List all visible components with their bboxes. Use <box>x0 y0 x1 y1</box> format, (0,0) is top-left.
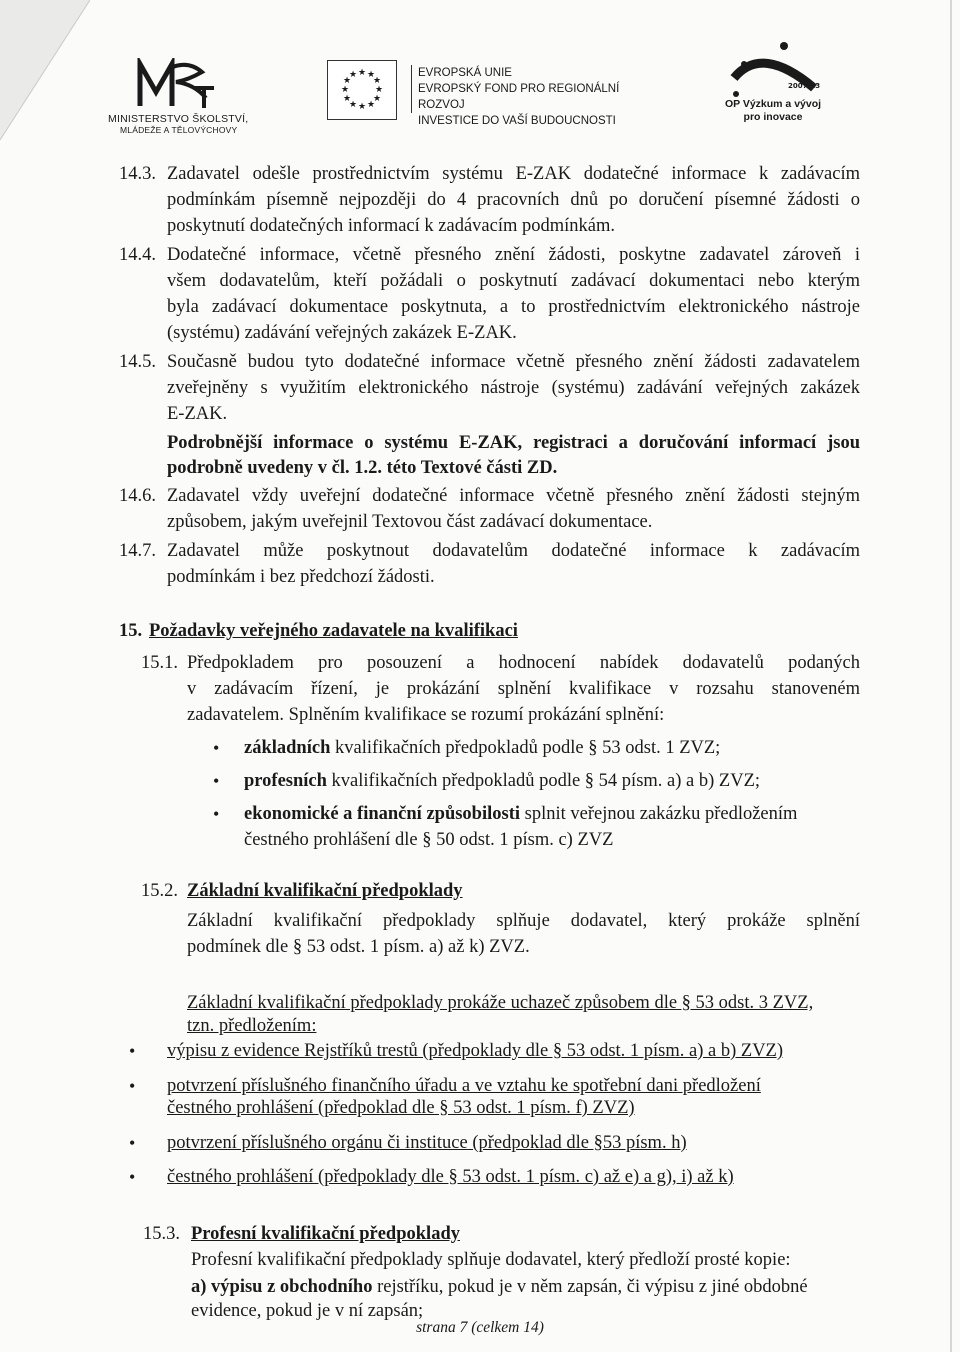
svg-text:★: ★ <box>342 76 352 86</box>
list-item: čestného prohlášení (předpoklady dle § 53 odst. 1 písm. c) až e) a g), i) až k) <box>167 1167 734 1187</box>
list-item-bold: ekonomické a finanční způsobilosti <box>244 804 521 824</box>
section-number: 15.2. <box>141 881 178 901</box>
svg-text:★: ★ <box>366 70 376 80</box>
section-number: 15.3. <box>143 1224 180 1244</box>
eu-flag-icon <box>327 60 397 120</box>
eu-logo-block <box>327 60 627 127</box>
page-footer: strana 7 (celkem 14) <box>416 1319 544 1336</box>
list-item <box>244 770 760 792</box>
paragraph-line: způsobem, jakým uveřejnil Textovou část zadávací dokumentace. <box>167 512 653 532</box>
bold-note-line: podrobně uvedeny v čl. 1.2. této Textové části ZD. <box>167 458 558 478</box>
list-item-bold: profesních <box>244 771 327 791</box>
svg-text:★: ★ <box>348 100 358 110</box>
subsection-heading: Profesní kvalifikační předpoklady <box>191 1224 460 1244</box>
paragraph-line: Předpokladem pro posouzení a hodnocení nabídek dodavatelů podaných <box>187 653 860 673</box>
bullet-icon: • <box>129 1133 136 1153</box>
section-heading: Požadavky veřejného zadavatele na kvalifikaci <box>149 621 518 641</box>
section-number: 14.7. <box>119 541 156 561</box>
underlined-line: tzn. předložením: <box>187 1016 317 1036</box>
msmt-name-line1: MINISTERSTVO ŠKOLSTVÍ, <box>108 113 249 125</box>
paragraph-line: zveřejněny s využitím elektronického nástroje (systému) zadávání veřejných zakázek <box>167 378 860 398</box>
paragraph-text: rejstříku, pokud je v něm zapsán, či výpisu z jiné obdobné <box>372 1277 808 1297</box>
paragraph-line: zadavatelem. Splněním kvalifikace se rozumí prokázání splnění: <box>187 705 665 725</box>
bullet-icon: • <box>213 738 220 758</box>
op-years: 2007-13 <box>788 82 821 90</box>
paragraph-line: podmínkám i bez předchozí žádosti. <box>167 567 435 587</box>
eu-line-2: EVROPSKÝ FOND PRO REGIONÁLNÍ ROZVOJ <box>418 83 620 111</box>
svg-text:★: ★ <box>372 76 382 86</box>
list-item <box>244 737 720 759</box>
paragraph-line: Současně budou tyto dodatečné informace včetně přesného znění žádosti zadavatelem <box>167 352 860 372</box>
scan-corner-fold <box>0 0 90 140</box>
eu-line-1: EVROPSKÁ UNIE <box>418 67 512 79</box>
paragraph-line: E-ZAK. <box>167 404 228 424</box>
msmt-logo-mark <box>136 58 216 110</box>
svg-text:★: ★ <box>372 94 382 104</box>
bullet-icon: • <box>213 771 220 791</box>
bullet-icon: • <box>213 804 220 824</box>
section-number: 15. <box>119 621 143 641</box>
op-line-2: pro inovace <box>743 111 803 123</box>
scan-edge <box>950 0 952 1352</box>
bullet-icon: • <box>129 1167 136 1187</box>
paragraph-line: Základní kvalifikační předpoklady splňuje dodavatel, který prokáže splnění <box>187 911 860 931</box>
list-item <box>244 803 797 825</box>
section-number: 15.1. <box>141 653 178 673</box>
paragraph-line <box>191 1276 808 1298</box>
bullet-icon: • <box>129 1076 136 1096</box>
msmt-logo <box>108 58 258 138</box>
op-line-1: OP Výzkum a vývoj <box>724 98 822 110</box>
section-number: 14.3. <box>119 164 156 184</box>
svg-text:★: ★ <box>340 85 350 95</box>
list-item-continuation: čestného prohlášení (předpoklad dle § 53 odst. 1 písm. f) ZVZ) <box>167 1098 635 1118</box>
paragraph-line: evidence, pokud je v ní zapsán; <box>191 1301 424 1321</box>
paragraph-line: podmínek dle § 53 odst. 1 písm. a) až k) ZVZ. <box>187 937 530 957</box>
svg-text:★: ★ <box>348 70 358 80</box>
paragraph-line: poskytnutí dodatečných informací k zadávacím podmínkám. <box>167 216 615 236</box>
paragraph-line: (systému) zadávání veřejných zakázek E-ZAK. <box>167 323 517 343</box>
list-item-bold: základních <box>244 738 331 758</box>
paragraph-line: v zadávacím řízení, je prokázání splnění kvalifikace v rozsahu stanoveném <box>187 679 860 699</box>
paragraph-line: Zadavatel může poskytnout dodavatelům dodatečné informace k zadávacím <box>167 541 860 561</box>
paragraph-bold: a) výpisu z obchodního <box>191 1277 373 1297</box>
list-item-text: kvalifikačních předpokladů podle § 53 odst. 1 ZVZ; <box>330 738 721 758</box>
bold-note-line: Podrobnější informace o systému E-ZAK, registraci a doručování informací jsou <box>167 433 860 453</box>
section-number: 14.5. <box>119 352 156 372</box>
paragraph-line: Dodatečné informace, včetně přesného znění žádosti, poskytne zadavatel zároveň i <box>167 245 860 265</box>
section-number: 14.4. <box>119 245 156 265</box>
paragraph-line: podmínkám písemně nejpozději do 4 pracovních dnů po doručení písemné žádosti o <box>167 190 860 210</box>
svg-text:★: ★ <box>357 68 367 78</box>
svg-text:★: ★ <box>357 102 367 112</box>
op-logo-text <box>718 98 828 124</box>
list-item-text: kvalifikačních předpokladů podle § 54 písm. a) a b) ZVZ; <box>326 771 761 791</box>
svg-text:★: ★ <box>342 94 352 104</box>
subsection-heading: Základní kvalifikační předpoklady <box>187 881 463 901</box>
list-item-text: splnit veřejnou zakázku předložením <box>520 804 798 824</box>
svg-text:★: ★ <box>374 85 384 95</box>
list-item-continuation: čestného prohlášení dle § 50 odst. 1 písm. c) ZVZ <box>244 830 614 850</box>
paragraph-line: Zadavatel vždy uveřejní dodatečné informace včetně přesného znění žádosti stejným <box>167 486 860 506</box>
msmt-name-line2: MLÁDEŽE A TĚLOVÝCHOVY <box>120 125 238 135</box>
paragraph-line: Profesní kvalifikační předpoklady splňuje dodavatel, který předloží prosté kopie: <box>191 1250 791 1270</box>
paragraph-line: byla zadávací dokumentace poskytnuta, a to prostřednictvím elektronického nástroje <box>167 297 860 317</box>
paragraph-line: Zadavatel odešle prostřednictvím systému E-ZAK dodatečné informace k zadávacím <box>167 164 860 184</box>
underlined-line: Základní kvalifikační předpoklady prokáže uchazeč způsobem dle § 53 odst. 3 ZVZ, <box>187 993 814 1013</box>
list-item: potvrzení příslušného orgánu či instituce (předpoklad dle §53 písm. h) <box>167 1133 687 1153</box>
svg-text:★: ★ <box>366 100 376 110</box>
paragraph-line: všem dodavatelům, kteří požádali o poskytnutí zadávací dokumentaci nebo kterým <box>167 271 860 291</box>
list-item: výpisu z evidence Rejstříků trestů (předpoklady dle § 53 odst. 1 písm. a) a b) ZVZ) <box>167 1041 784 1061</box>
bullet-icon: • <box>129 1041 136 1061</box>
list-item: potvrzení příslušného finančního úřadu a ve vztahu ke spotřební dani předložení <box>167 1076 761 1096</box>
eu-line-3: INVESTICE DO VAŠÍ BUDOUCNOSTI <box>418 115 616 127</box>
section-number: 14.6. <box>119 486 156 506</box>
